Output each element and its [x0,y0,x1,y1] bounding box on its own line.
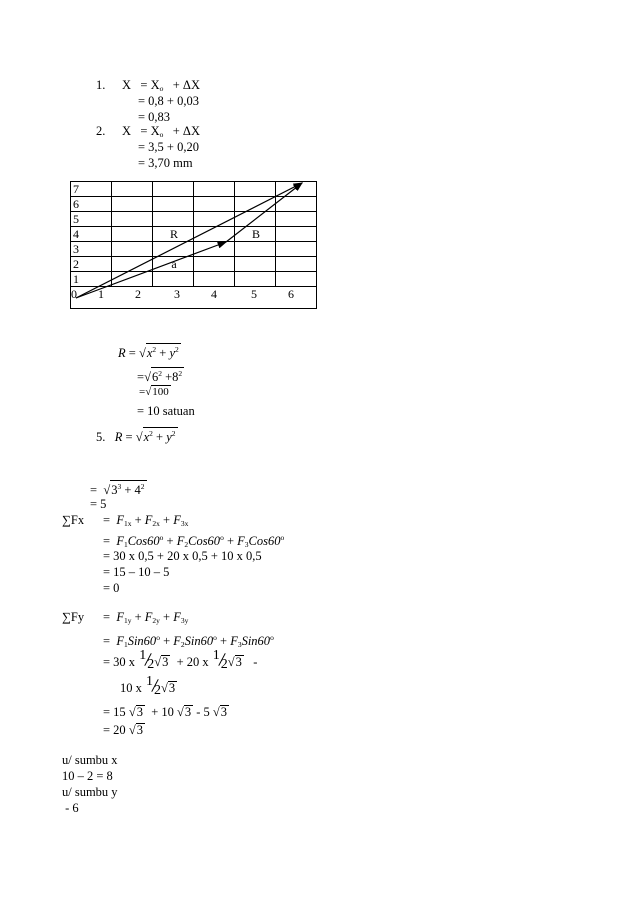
item5-plus: + [156,430,164,444]
grid-cell: B [235,227,276,242]
fx-c1f: F [116,534,124,548]
resultant-eightpow: 2 [178,369,183,378]
grid-cell: 5 [71,212,112,227]
fy-line5: = 15 √3 + 10 √3 - 5 √3 [103,705,228,719]
item5-r: R [114,430,123,444]
fy-c2deg: o [213,633,217,642]
item5-eq: = [125,430,133,444]
grid-cell: 2 [71,257,112,272]
fy-f1: F [116,610,124,624]
fx-c1deg: o [159,533,164,542]
note-3: u/ sumbu y [62,785,118,799]
resultant-plus2: + [165,370,173,384]
fy-c1deg: o [156,633,160,642]
note-2: 10 – 2 = 8 [62,769,113,783]
resultant-r: R [118,346,126,360]
x-axis-tick-label: 0 [71,287,77,301]
fx-f1: F [116,513,124,527]
fx-line4: = 15 – 10 – 5 [103,565,170,579]
resultant-plus: + [159,346,167,360]
item2-delta: + ΔX [172,124,200,138]
fy-eq2: = [103,634,111,648]
grid-cell: a [153,257,194,272]
fy-l3b: + 20 x [176,655,209,669]
fy-plus2: + [163,610,171,624]
x-axis-tick-label: 2 [135,287,141,301]
fx-f2: F [144,513,153,527]
resultant-hundred: 100 [152,386,169,398]
fy-s1: 1y [123,616,132,625]
fy-c3deg: o [270,633,274,642]
grid-cell: R [153,227,194,242]
item2-x: X [122,124,132,138]
fy-line3: = 30 x 1 2 √3 + 20 x 1 2 √3 - [103,648,258,672]
fx-eq2: = [103,534,111,548]
vector-r [76,183,302,298]
fx-line1 [103,513,188,531]
fy-c3sin: Sin60 [241,634,271,648]
fx-plus2: + [163,513,171,527]
fy-c2sin: Sin60 [184,634,214,648]
fy-c1f: F [116,634,124,648]
item5-number: 5. [96,430,106,444]
half1-den: 2 [147,657,155,672]
fx-line3: = 30 x 0,5 + 20 x 0,5 + 10 x 0,5 [103,549,262,563]
fy-l3c: - [253,655,258,669]
fy-c3f: F [230,634,238,648]
fy-l5-root1: 3 [136,705,143,719]
fy-l5a: = 15 [103,705,126,719]
fy-l6a: = 20 [103,723,126,737]
note-1: u/ sumbu x [62,753,118,767]
item5-y: y [166,430,172,444]
item2-sub: o [159,130,164,139]
half-fraction-1 [138,648,155,672]
fx-c2plus: + [226,534,234,548]
part5-plus: + [124,483,132,497]
vector-b [226,183,302,242]
fy-l4-root: 3 [168,681,176,695]
item5-x: x [143,430,150,444]
fx-f3: F [173,513,181,527]
fy-f3: F [173,610,181,624]
resultant-eight: 8 [172,370,179,384]
fx-s1: 1x [123,519,132,528]
fy-s2: 2y [152,616,160,625]
resultant-line2: $=√6^2 +8^2$ [137,369,183,384]
resultant-ypow: 2 [175,345,179,354]
grid-cell: 1 [71,272,112,287]
part5-line1: = $√3^3 + 4^2$ [90,482,145,497]
part5-a: 3 [111,483,118,497]
fy-c1i: 1 [123,640,128,649]
fy-c2plus: + [220,634,228,648]
fx-eq: = [103,513,111,527]
resultant-line3: =√100 [139,386,169,398]
fy-f2: F [144,610,153,624]
fy-l6-root: 3 [136,723,143,737]
fy-line2 [103,631,274,652]
part5-b: 4 [134,483,141,497]
fx-c2deg: o [220,533,224,542]
fx-c1i: 1 [123,540,128,549]
fy-l4a: 10 x [120,681,142,695]
fx-c3i: 3 [244,540,249,549]
fy-l3-root2: 3 [235,655,242,669]
fy-c3i: 3 [237,640,242,649]
fy-line6: = 20 √3 [103,723,143,737]
resultant-xpow: 2 [152,345,157,354]
resultant-sixpow: 2 [158,369,162,378]
resultant-line1: $R = √x^2 + y^2$ [118,345,179,360]
fy-l5-root3: 3 [220,705,228,719]
fx-plus1: + [134,513,142,527]
item2-line2: = 3,5 + 0,20 [138,140,199,154]
resultant-y: y [169,346,176,360]
item2-line3: = 3,70 mm [138,156,193,170]
half-fraction-2 [212,648,228,672]
x-axis-tick-label: 4 [211,287,217,301]
item2-number: 2. [96,124,106,138]
fy-eq: = [103,610,111,624]
fy-c1sin: Sin60 [127,634,157,648]
half1-num: 1 [139,648,147,663]
resultant-eq2: = [137,370,145,384]
fy-c2f: F [173,634,181,648]
resultant-six: 6 [151,370,159,384]
x-axis-tick-label: 3 [174,287,180,301]
item2-eq: = X [140,124,160,138]
resultant-eq3: = [139,386,146,398]
half2-num: 1 [212,648,220,663]
half3-den: 2 [154,683,161,698]
vector-a [76,242,226,298]
part5-eq: = [90,483,98,497]
fy-line4: 10 x 1 2 √3 [120,674,176,698]
half2-den: 2 [220,657,228,672]
item1-line3: = 0,83 [138,110,171,124]
item1-x: X [122,78,132,92]
fx-line5: = 0 [103,581,120,595]
item1-line2: = 0,8 + 0,03 [138,94,199,108]
fy-l5c: - 5 [196,705,210,719]
resultant-result: = 10 satuan [137,404,195,418]
fy-l5-root2: 3 [184,705,192,719]
resultant-eq: = [128,346,136,360]
fy-plus1: + [134,610,142,624]
fy-l3a: = 30 x [103,655,136,669]
fy-s3: 3y [180,616,189,625]
item1-sub: o [159,84,164,93]
fx-c1cos: Cos60 [127,534,160,548]
half-fraction-3 [145,674,161,698]
fx-s3: 3x [180,519,189,528]
fx-c2cos: Cos60 [188,534,221,548]
note-4: - 6 [62,801,79,815]
fx-c3f: F [237,534,245,548]
item5-line: 5. $R = √x^2 + y^2$ [96,429,176,444]
part5-apow: 3 [117,482,122,491]
fx-c1plus: + [166,534,174,548]
fx-label: ∑Fx [62,513,85,527]
part5-result: = 5 [90,497,107,511]
fx-c2i: 2 [184,540,189,549]
x-axis-tick-label: 1 [98,287,104,301]
grid-cell: 4 [71,227,112,242]
fy-label: ∑Fy [62,610,85,624]
half3-num: 1 [146,674,153,689]
x-axis-tick-label: 5 [251,287,257,301]
fy-c1plus: + [163,634,171,648]
item1-eq: = X [140,78,160,92]
grid-cell: 7 [71,182,112,197]
item1-number: 1. [96,78,106,92]
item1-delta: + ΔX [172,78,200,92]
x-axis-tick-label: 6 [288,287,294,301]
fx-s2: 2x [152,519,160,528]
fx-c3deg: o [280,533,285,542]
fy-c2i: 2 [180,640,185,649]
grid-cell: 3 [71,242,112,257]
fy-l5b: + 10 [151,705,174,719]
item5-xpow: 2 [149,429,153,438]
fx-c2f: F [176,534,185,548]
fx-c3cos: Cos60 [248,534,281,548]
part5-bpow: 2 [140,482,145,491]
fy-line1 [103,610,188,628]
item5-ypow: 2 [171,429,176,438]
fy-l3-root1: 3 [162,655,169,669]
resultant-x: x [146,346,153,360]
grid-cell: 6 [71,197,112,212]
